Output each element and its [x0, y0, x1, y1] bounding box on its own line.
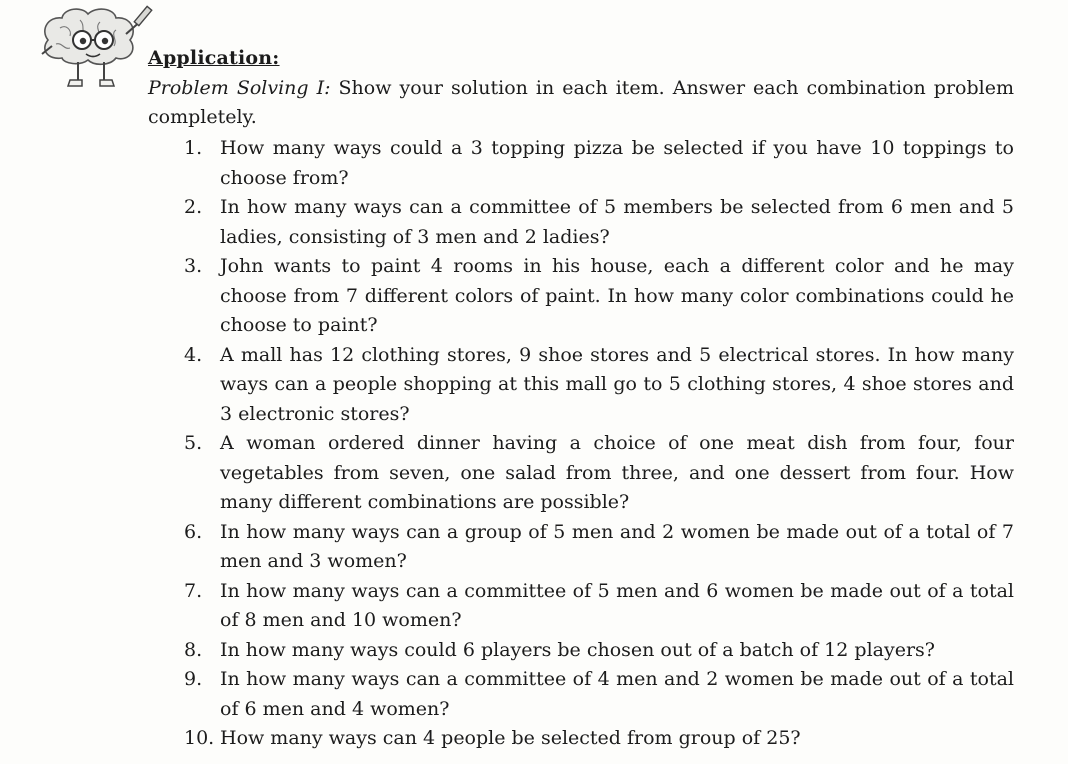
problem-number: 3. [184, 255, 203, 277]
problem-number: 4. [184, 343, 203, 366]
problem-number: 1. [184, 137, 203, 159]
section-heading: Application: [148, 47, 280, 69]
problem-number: 9. [184, 668, 203, 690]
problem-number: 2. [184, 196, 203, 218]
problem-number: 8. [184, 638, 203, 661]
instructions-label: Problem Solving I: [148, 77, 331, 99]
problem-text: How many ways can 4 people be selected from group of 25? [220, 727, 801, 749]
problem-item [148, 518, 1014, 577]
problem-text: John wants to paint 4 rooms in his house, each a different color and he may choose from 7 different colors of paint. In how many color combinations could he choose to paint? [220, 255, 1014, 336]
problem-number: 10. [184, 727, 215, 749]
problem-text: In how many ways can a committee of 5 members be selected from 6 men and 5 ladies, consisting of 3 men and 2 ladies? [220, 196, 1014, 248]
worksheet [148, 44, 1014, 754]
problem-text: In how many ways can a committee of 4 men and 2 women be made out of a total of 6 men and 4 women? [220, 668, 1014, 720]
problem-text: How many ways could a 3 topping pizza be selected if you have 10 toppings to choose from? [220, 137, 1014, 189]
problem-text: In how many ways can a group of 5 men and 2 women be made out of a total of 7 men and 3 women? [220, 520, 1014, 572]
problem-item [148, 577, 1014, 636]
problem-text: A woman ordered dinner having a choice of one meat dish from four, four vegetables from seven, one salad from three, and one dessert from four. How many different combinations are possible? [220, 432, 1014, 513]
problem-text: In how many ways could 6 players be chosen out of a batch of 12 players? [220, 638, 935, 661]
problem-item [148, 252, 1014, 341]
instructions [148, 74, 1014, 132]
problem-item [148, 665, 1014, 724]
instructions-text: Show your solution in each item. Answer each combination problem completely. [148, 77, 1014, 128]
problem-item [148, 724, 1014, 754]
problem-item [148, 341, 1014, 430]
problem-text: In how many ways can a committee of 5 men and 6 women be made out of a total of 8 men and 10 women? [220, 579, 1014, 631]
problem-number: 5. [184, 432, 203, 454]
problem-item [148, 429, 1014, 518]
problem-list [148, 134, 1014, 754]
problem-number: 6. [184, 520, 203, 543]
problem-item [148, 636, 1014, 666]
problem-item [148, 134, 1014, 193]
problem-item [148, 193, 1014, 252]
problem-number: 7. [184, 579, 203, 602]
problem-text: A mall has 12 clothing stores, 9 shoe stores and 5 electrical stores. In how many ways can a people shopping at this mall go to 5 clothing stores, 4 shoe stores and 3 electronic stores? [220, 343, 1014, 425]
